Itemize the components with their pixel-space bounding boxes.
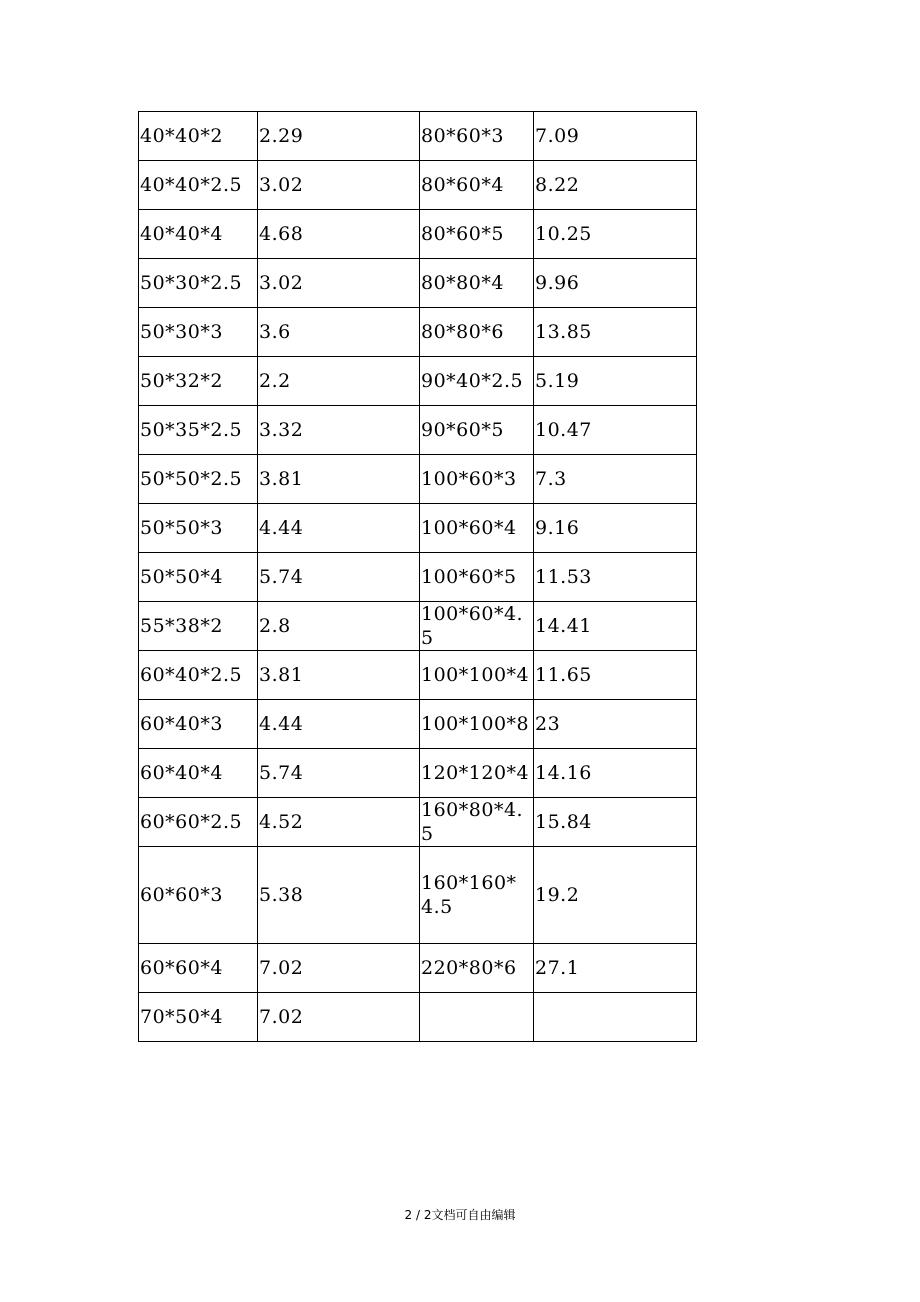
table-cell: 40*40*2 [139,112,258,161]
table-row [139,700,697,749]
table-cell: 4.68 [258,210,420,259]
table-cell: 13.85 [534,308,697,357]
table-cell: 100*60*4 [420,504,534,553]
table-row [139,504,697,553]
table-cell: 15.84 [534,798,697,847]
table-cell: 23 [534,700,697,749]
table-row [139,993,697,1042]
table-cell: 100*60*5 [420,553,534,602]
table-cell: 80*60*3 [420,112,534,161]
table-cell: 60*40*3 [139,700,258,749]
table-cell: 2.2 [258,357,420,406]
table-cell: 14.16 [534,749,697,798]
table-cell: 3.6 [258,308,420,357]
table-cell: 5.19 [534,357,697,406]
table-row [139,847,697,944]
table-cell: 5.74 [258,749,420,798]
table-cell: 70*50*4 [139,993,258,1042]
table-cell: 4.44 [258,504,420,553]
table-cell: 3.02 [258,259,420,308]
table-cell: 60*60*4 [139,944,258,993]
table-cell: 10.25 [534,210,697,259]
table-cell: 50*32*2 [139,357,258,406]
table-cell: 160*80*4.5 [420,798,534,847]
table-cell: 5.38 [258,847,420,944]
table-cell: 50*30*3 [139,308,258,357]
page-footer: 2 / 2文档可自由编辑 [404,1208,516,1222]
table-cell: 9.16 [534,504,697,553]
table-row [139,259,697,308]
table-cell: 80*80*4 [420,259,534,308]
table-cell: 50*50*2.5 [139,455,258,504]
table-cell: 2.8 [258,602,420,651]
table-cell: 160*160*4.5 [420,847,534,944]
table-cell: 19.2 [534,847,697,944]
table-row [139,553,697,602]
table-cell: 3.81 [258,455,420,504]
table-cell: 50*50*4 [139,553,258,602]
table-cell: 90*40*2.5 [420,357,534,406]
table-cell: 7.02 [258,944,420,993]
table-cell: 2.29 [258,112,420,161]
table-row [139,798,697,847]
table-cell [534,993,697,1042]
table-row [139,651,697,700]
table-row [139,602,697,651]
table-cell: 3.32 [258,406,420,455]
table-cell: 11.53 [534,553,697,602]
table-cell: 7.3 [534,455,697,504]
table-row [139,357,697,406]
table-cell: 90*60*5 [420,406,534,455]
table-cell: 100*60*3 [420,455,534,504]
table-cell: 7.09 [534,112,697,161]
table-cell: 3.02 [258,161,420,210]
table-cell: 80*60*5 [420,210,534,259]
table-cell: 120*120*4 [420,749,534,798]
table-cell: 40*40*2.5 [139,161,258,210]
table-cell: 50*35*2.5 [139,406,258,455]
table-cell: 10.47 [534,406,697,455]
table-row [139,944,697,993]
spec-weight-table [138,111,697,1042]
table-cell: 60*60*3 [139,847,258,944]
table-cell: 3.81 [258,651,420,700]
table-cell: 60*40*2.5 [139,651,258,700]
table-cell: 7.02 [258,993,420,1042]
table-cell: 50*30*2.5 [139,259,258,308]
table-row [139,210,697,259]
table-cell: 14.41 [534,602,697,651]
table-cell: 9.96 [534,259,697,308]
table-cell: 100*60*4.5 [420,602,534,651]
table-cell: 80*80*6 [420,308,534,357]
table-row [139,308,697,357]
table-cell: 50*50*3 [139,504,258,553]
table-cell: 5.74 [258,553,420,602]
table-cell: 220*80*6 [420,944,534,993]
table-cell: 27.1 [534,944,697,993]
table-cell: 60*40*4 [139,749,258,798]
table-cell: 60*60*2.5 [139,798,258,847]
table-cell: 8.22 [534,161,697,210]
table-row [139,406,697,455]
table-body [139,112,697,1042]
table-cell [420,993,534,1042]
table-row [139,749,697,798]
table-cell: 4.44 [258,700,420,749]
table-cell: 11.65 [534,651,697,700]
table-cell: 40*40*4 [139,210,258,259]
table-cell: 100*100*4 [420,651,534,700]
table-cell: 55*38*2 [139,602,258,651]
table-row [139,161,697,210]
table-cell: 100*100*8 [420,700,534,749]
table-cell: 80*60*4 [420,161,534,210]
table-row [139,455,697,504]
table-row [139,112,697,161]
table-cell: 4.52 [258,798,420,847]
